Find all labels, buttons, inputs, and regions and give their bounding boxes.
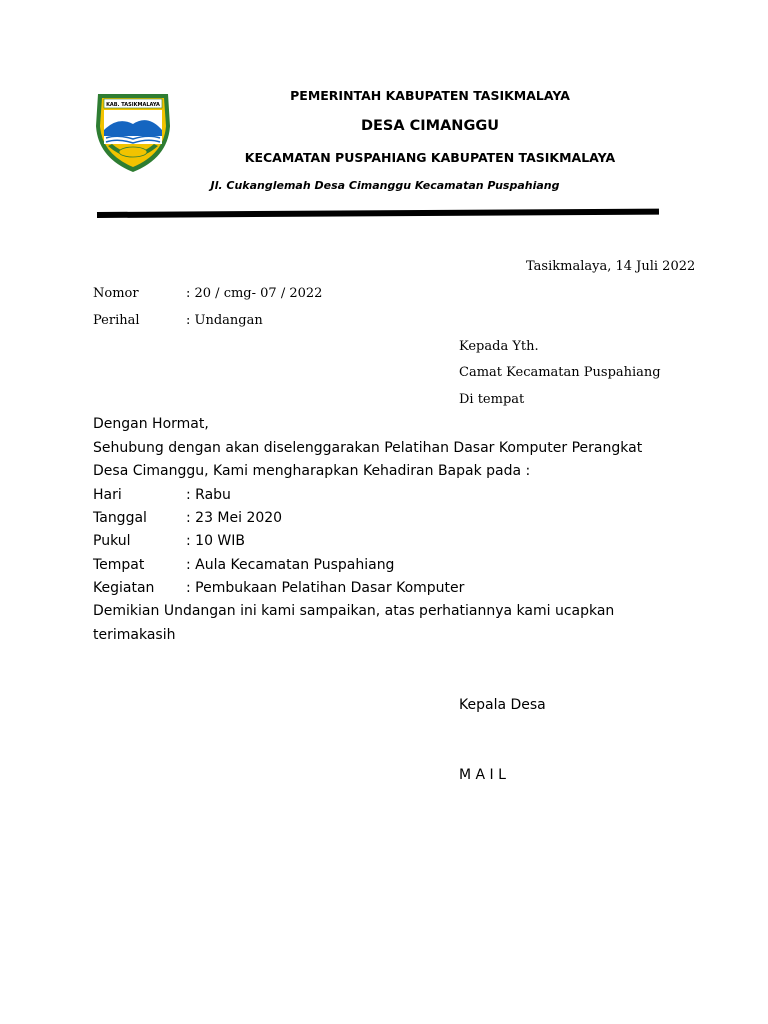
intro-text: Desa Cimanggu, Kami mengharapkan Kehadiran Bapak pada : — [93, 463, 531, 479]
nomor-label: Nomor — [93, 286, 139, 301]
detail-value-time: : 10 WIB — [186, 533, 246, 549]
detail-label-day: Hari — [93, 487, 122, 503]
salutation: Dengan Hormat, — [93, 416, 209, 432]
recipient-line: Di tempat — [459, 392, 525, 407]
recipient-line: Camat Kecamatan Puspahiang — [459, 365, 661, 380]
letterhead-divider — [97, 209, 659, 218]
detail-label-activity: Kegiatan — [93, 580, 155, 596]
signature-name: M A I L — [459, 767, 506, 783]
nomor-value: : 20 / cmg- 07 / 2022 — [186, 286, 323, 301]
village-heading: DESA CIMANGGU — [360, 118, 500, 134]
detail-value-date: : 23 Mei 2020 — [186, 510, 283, 526]
detail-value-place: : Aula Kecamatan Puspahiang — [186, 557, 395, 573]
district-heading: KECAMATAN PUSPAHIANG KABUPATEN TASIKMALAYA — [244, 150, 616, 165]
detail-label-place: Tempat — [93, 557, 145, 573]
detail-value-day: : Rabu — [186, 487, 231, 503]
signature-title: Kepala Desa — [459, 697, 546, 713]
closing-text: Demikian Undangan ini kami sampaikan, atas perhatiannya kami ucapkan — [93, 603, 615, 619]
address-line: Jl. Cukanglemah Desa Cimanggu Kecamatan Puspahiang — [210, 179, 560, 192]
intro-text: Sehubung dengan akan diselenggarakan Pelatihan Dasar Komputer Perangkat — [93, 440, 643, 456]
detail-label-date: Tanggal — [93, 510, 147, 526]
svg-text:KAB. TASIKMALAYA: KAB. TASIKMALAYA — [106, 102, 160, 108]
detail-label-time: Pukul — [93, 533, 131, 549]
perihal-label: Perihal — [93, 313, 140, 328]
perihal-value: : Undangan — [186, 313, 263, 328]
closing-text: terimakasih — [93, 627, 176, 643]
recipient-line: Kepada Yth. — [459, 339, 539, 354]
detail-value-activity: : Pembukaan Pelatihan Dasar Komputer — [186, 580, 465, 596]
place-date: Tasikmalaya, 14 Juli 2022 — [526, 259, 696, 274]
government-heading: PEMERINTAH KABUPATEN TASIKMALAYA — [290, 88, 570, 103]
regency-crest-logo — [92, 86, 174, 174]
